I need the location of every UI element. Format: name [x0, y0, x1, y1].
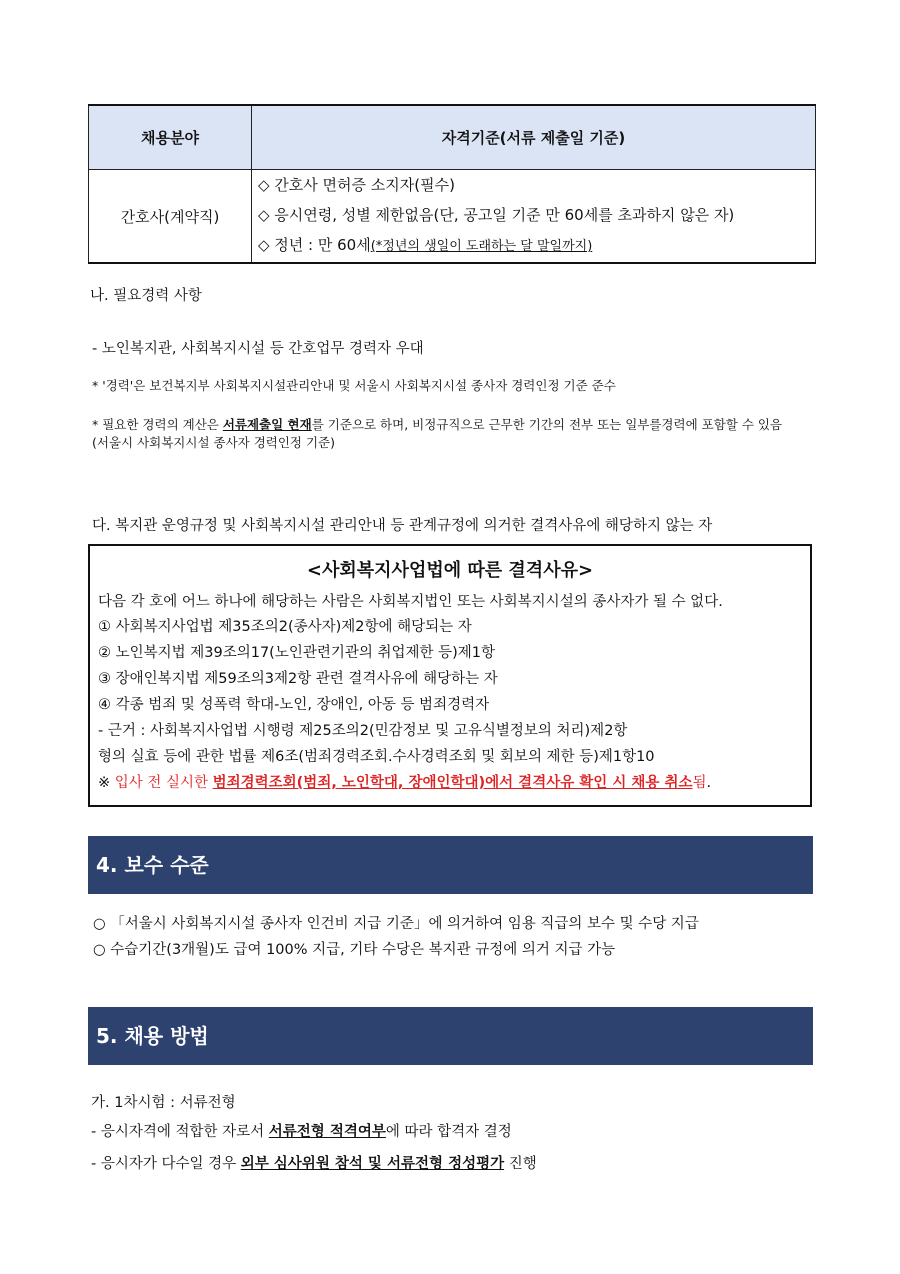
table-header-row — [89, 105, 816, 170]
disqualification-item-2: ② 노인복지법 제39조의17(노인관련기관의 취업제한 등)제1항 — [98, 645, 496, 661]
salary-section-title: 4. 보수 수준 — [88, 836, 813, 894]
method-section-title: 5. 채용 방법 — [88, 1007, 813, 1065]
qualification-table — [88, 104, 816, 264]
disqualification-basis-2: 형의 실효 등에 관한 법률 제6조(범죄경력조회.수사경력조회 및 회보의 제한 등)제1항10 — [98, 749, 655, 765]
retirement-age: ◇ 정년 : 만 60세 — [258, 236, 371, 254]
warning-text-1: 입사 전 실시한 — [114, 775, 213, 791]
disqualification-intro: 다음 각 호에 어느 하나에 해당하는 사람은 사회복지법인 또는 사회복지시설의 종사자가 될 수 없다. — [98, 594, 723, 610]
method-line-2-post: 에 따라 합격자 결정 — [385, 1124, 512, 1140]
warning-text-3: 됨 — [692, 775, 707, 791]
experience-heading: 나. 필요경력 사항 — [90, 288, 202, 304]
disqualification-item-1: ① 사회복지사업법 제35조의2(종사자)제2항에 해당되는 자 — [98, 619, 472, 635]
criteria-license: ◇ 간호사 면허증 소지자(필수) — [258, 176, 455, 194]
method-line-2-bold: 서류전형 적격여부 — [268, 1124, 386, 1140]
disqualification-title: <사회복지사업법에 따른 결격사유> — [306, 560, 594, 581]
disqualification-item-3: ③ 장애인복지법 제59조의3제2항 관련 결격사유에 해당하는 자 — [98, 671, 498, 687]
note-calc-post: 를 기준으로 하며, 비정규직으로 근무한 기간의 전부 또는 일부를경력에 포함할 수 있음 — [311, 417, 783, 432]
table-row — [89, 170, 816, 264]
note-calc-pre: * 필요한 경력의 계산은 — [92, 417, 223, 432]
method-line-3 — [91, 1152, 537, 1173]
experience-note-reference: (서울시 사회복지시설 종사자 경력인정 기준) — [92, 435, 335, 450]
disqualification-box — [88, 544, 812, 807]
disqualification-warning — [98, 771, 711, 792]
method-line-3-pre: - 응시자가 다수일 경우 — [91, 1156, 241, 1172]
method-line-1: 가. 1차시험 : 서류전형 — [91, 1095, 236, 1111]
method-line-3-bold: 외부 심사위원 참석 및 서류전형 정성평가 — [240, 1156, 505, 1172]
header-field: 채용분야 — [89, 105, 252, 170]
method-line-2-pre: - 응시자격에 적합한 자로서 — [91, 1124, 269, 1140]
experience-note-standard: * '경력'은 보건복지부 사회복지시설관리안내 및 서울시 사회복지시설 종사자 경력인정 기준 준수 — [92, 378, 616, 393]
criteria-retirement — [252, 230, 815, 262]
method-line-3-post: 진행 — [504, 1156, 537, 1172]
criteria-cell — [252, 170, 816, 264]
experience-preferred: - 노인복지관, 사회복지시설 등 간호업무 경력자 우대 — [92, 341, 424, 357]
salary-line-2: ○ 수습기간(3개월)도 급여 100% 지급, 기타 수당은 복지관 규정에 의거 지급 가능 — [93, 942, 616, 958]
method-line-2 — [91, 1120, 512, 1141]
experience-note-calculation — [92, 415, 782, 433]
warning-mark: ※ — [98, 775, 115, 791]
retirement-note: (*정년의 생일이 도래하는 달 말일까지) — [370, 239, 593, 254]
header-criteria: 자격기준(서류 제출일 기준) — [252, 105, 816, 170]
note-calc-bold: 서류제출일 현재 — [222, 417, 312, 432]
disqualification-item-4: ④ 각종 범죄 및 성폭력 학대-노인, 장애인, 아동 등 범죄경력자 — [98, 697, 490, 713]
disqualification-basis-1: - 근거 : 사회복지사업법 시행령 제25조의2(민감정보 및 고유식별정보의 처리)제2항 — [98, 723, 628, 739]
salary-line-1: ○ 「서울시 사회복지시설 종사자 인건비 지급 기준」에 의거하여 임용 직급의 보수 및 수당 지급 — [93, 916, 699, 932]
criteria-age: ◇ 응시연령, 성별 제한없음(단, 공고일 기준 만 60세를 초과하지 않은 자) — [258, 206, 735, 224]
disqualification-heading: 다. 복지관 운영규정 및 사회복지시설 관리안내 등 관계규정에 의거한 결격사유에 해당하지 않는 자 — [92, 518, 713, 534]
warning-text-2: 범죄경력조회(범죄, 노인학대, 장애인학대)에서 결격사유 확인 시 채용 취소 — [212, 775, 693, 791]
warning-end: . — [706, 775, 712, 791]
field-nurse: 간호사(계약직) — [89, 170, 252, 264]
